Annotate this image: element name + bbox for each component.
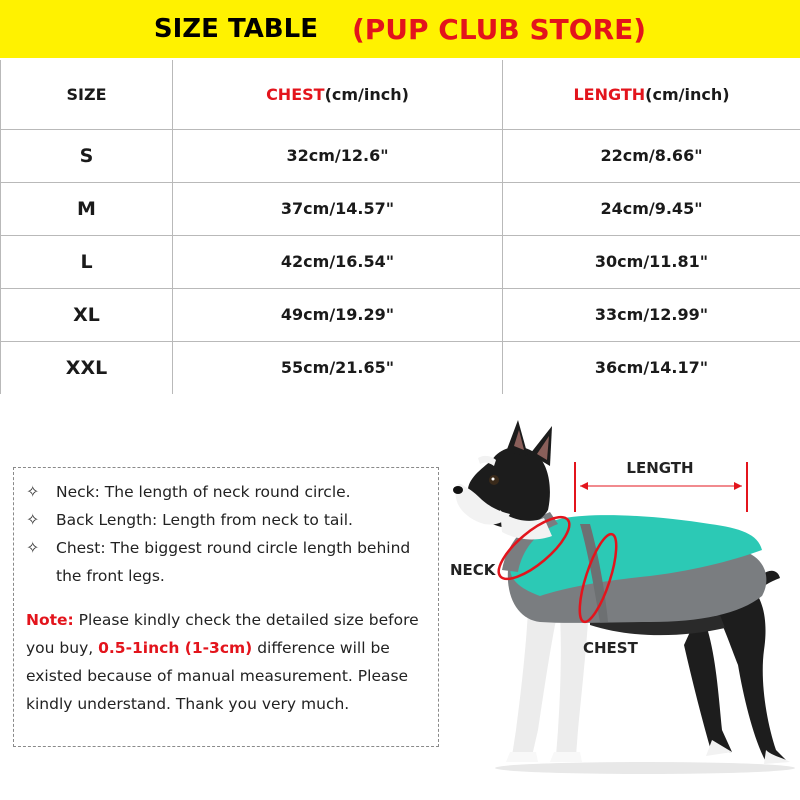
header-banner [0,0,800,58]
notes-list [26,478,426,590]
note-label: Note: [26,611,74,629]
list-item [26,478,426,506]
store-name: (PUP CLUB STORE) [351,12,647,46]
note-paragraph [26,606,426,718]
note-neck: Neck: The length of neck round circle. [56,483,351,501]
size-cell: S [1,129,173,182]
size-table [0,60,800,394]
sparkle-bullet-icon: ✧ [26,482,40,501]
header-chest-unit: (cm/inch) [324,84,409,104]
chest-cell: 37cm/14.57" [173,182,503,235]
table-row [1,129,800,182]
header-length-label: LENGTH [573,84,646,104]
neck-label: NECK [450,561,496,579]
table-header-row [1,60,800,129]
sparkle-bullet-icon: ✧ [26,510,40,529]
table-row [1,341,800,394]
chest-cell: 55cm/21.65" [173,341,503,394]
dog-measurement-diagram [440,400,800,800]
header-length-unit: (cm/inch) [645,84,730,104]
size-cell: L [1,235,173,288]
table-row [1,288,800,341]
note-highlight: 0.5-1inch (1-3cm) [98,639,253,657]
chest-cell: 49cm/19.29" [173,288,503,341]
note-text-1: Please kindly check the detailed size before you buy, [26,611,419,657]
length-label: LENGTH [626,459,694,477]
measurement-notes [13,467,439,747]
size-cell: XL [1,288,173,341]
length-cell: 22cm/8.66" [503,129,800,182]
length-cell: 33cm/12.99" [503,288,800,341]
chest-label: CHEST [583,639,638,657]
list-item [26,534,426,590]
note-back-length: Back Length: Length from neck to tail. [56,511,353,529]
size-cell: XXL [1,341,173,394]
length-cell: 24cm/9.45" [503,182,800,235]
size-cell: M [1,182,173,235]
size-table-title: SIZE TABLE [153,14,318,44]
table-row [1,235,800,288]
chest-cell: 42cm/16.54" [173,235,503,288]
header-length [503,60,800,129]
table-row [1,182,800,235]
dog-illustration [440,400,800,800]
note-chest: Chest: The biggest round circle length behind the front legs. [56,539,411,585]
header-chest [173,60,503,129]
length-cell: 36cm/14.17" [503,341,800,394]
sparkle-bullet-icon: ✧ [26,538,40,557]
note-text-2: difference will be existed because of manual measurement. Please kindly understand. Thank you very much. [26,639,409,713]
length-cell: 30cm/11.81" [503,235,800,288]
header-size: SIZE [1,60,173,129]
header-chest-label: CHEST [266,84,325,104]
chest-cell: 32cm/12.6" [173,129,503,182]
list-item [26,506,426,534]
